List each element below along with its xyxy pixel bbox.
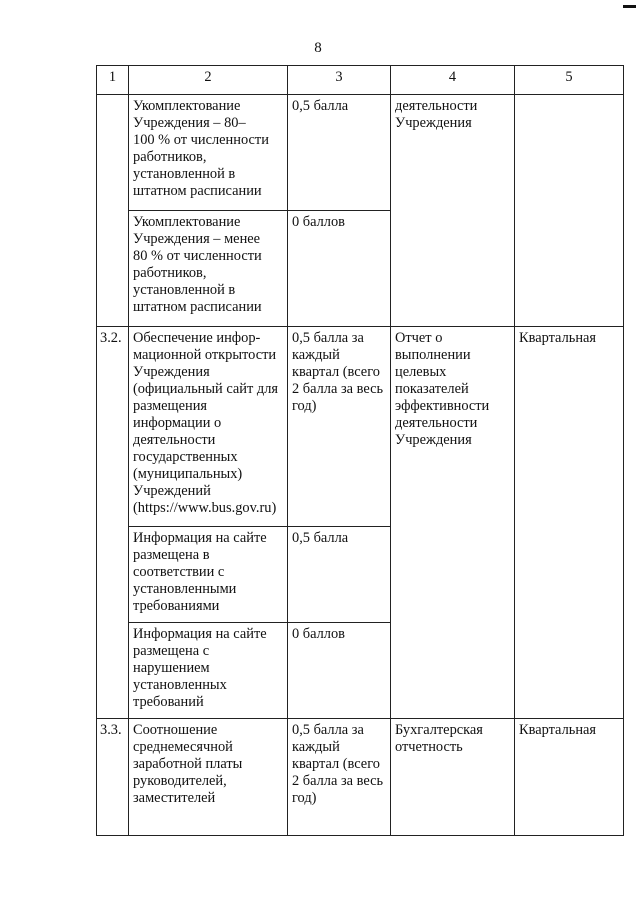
header-row (97, 66, 624, 95)
criterion-score: 0 баллов (288, 623, 391, 719)
criterion-score: 0,5 балла (288, 95, 391, 211)
corner-mark (623, 5, 636, 8)
source-cell: Отчет о выполнении целевых показателей эффективности деятельности Учреждения (391, 327, 515, 719)
criterion-score: 0,5 балла за каждый квартал (всего 2 балла за весь год) (288, 327, 391, 527)
criterion-score: 0,5 балла за каждый квартал (всего 2 балла за весь год) (288, 719, 391, 836)
table-row (97, 719, 624, 836)
table-row (97, 327, 624, 527)
page-number: 8 (314, 40, 322, 56)
criterion-score: 0 баллов (288, 211, 391, 327)
header-col-5: 5 (515, 66, 624, 95)
header-col-2: 2 (129, 66, 288, 95)
row-number-3-2: 3.2. (97, 327, 129, 719)
source-cell: деятельности Учреждения (391, 95, 515, 327)
frequency-cell: Квартальная (515, 327, 624, 719)
header-col-4: 4 (391, 66, 515, 95)
criterion-score: 0,5 балла (288, 527, 391, 623)
row-number-3-3: 3.3. (97, 719, 129, 836)
frequency-cell: Квартальная (515, 719, 624, 836)
row-number-cell (97, 95, 129, 327)
criteria-table (96, 65, 624, 836)
criterion-text: Информация на сайте размещена с нарушением установленных требований (129, 623, 288, 719)
source-cell: Бухгалтерская отчетность (391, 719, 515, 836)
criterion-text: Укомплектование Учреждения – менее 80 % от численности работников, установленной в штатном расписании (129, 211, 288, 327)
criterion-text: Информация на сайте размещена в соответствии с установленными требованиями (129, 527, 288, 623)
header-col-1: 1 (97, 66, 129, 95)
criterion-text: Укомплектование Учреждения – 80– 100 % от численности работников, установленной в штатном расписании (129, 95, 288, 211)
criterion-text: Обеспечение инфор- мационной открытости Учреждения (официальный сайт для размещения информации о деятельности государственных (муниципальных) Учреждений (https://www.bus.gov.ru) (129, 327, 288, 527)
frequency-cell (515, 95, 624, 327)
criterion-text: Соотношение среднемесячной заработной платы руководителей, заместителей (129, 719, 288, 836)
header-col-3: 3 (288, 66, 391, 95)
table-row (97, 95, 624, 211)
